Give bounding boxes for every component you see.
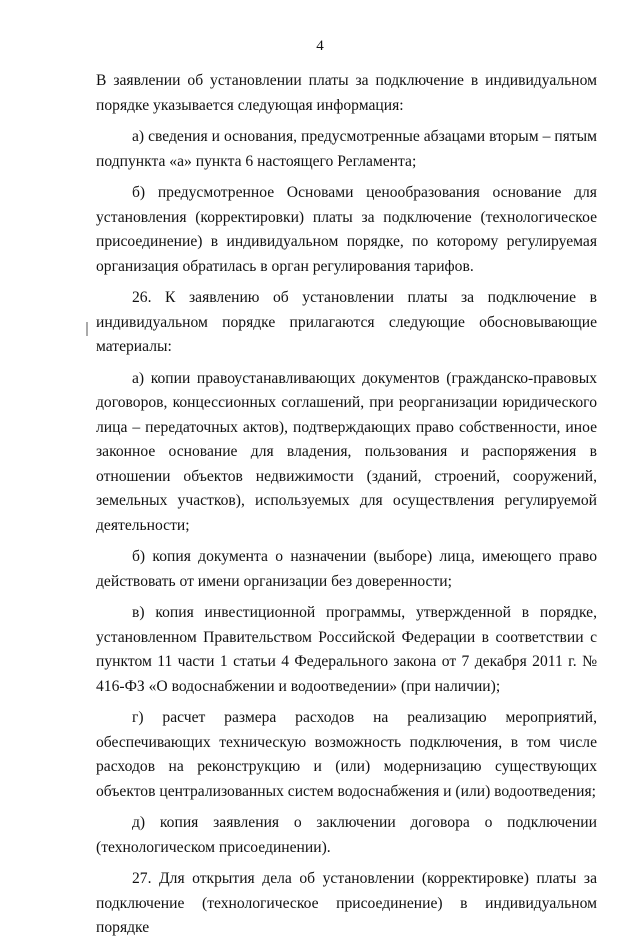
paragraph: д) копия заявления о заключении договора о подключении (технологическом присоединении). bbox=[96, 814, 597, 856]
paragraph: в) копия инвестиционной программы, утвержденной в порядке, установленном Правительством Российской Федерации в соответствии с пунктом 11 части 1 статьи 4 Федерального закона от 7 декабря 2011 г. № 416-ФЗ «О водоснабжении и водоотведении» (при наличии); bbox=[96, 604, 597, 695]
paragraph: 26. К заявлению об установлении платы за подключение в индивидуальном порядке прилагаются следующие обосновывающие материалы: bbox=[96, 289, 597, 355]
paragraph: а) сведения и основания, предусмотренные абзацами вторым – пятым подпункта «а» пункта 6 настоящего Регламента; bbox=[96, 128, 597, 170]
paragraph: В заявлении об установлении платы за подключение в индивидуальном порядке указывается следующая информация: bbox=[96, 72, 597, 114]
paragraph: г) расчет размера расходов на реализацию мероприятий, обеспечивающих техническую возможность подключения, в том числе расходов на реконструкцию и (или) модернизацию существующих объектов централизованных систем водоснабжения и (или) водоотведения; bbox=[96, 709, 597, 800]
paragraph: б) предусмотренное Основами ценообразования основание для установления (корректировки) платы за подключение (технологическое присоединение) в индивидуальном порядке, по которому регулируемая организация обратилась в орган регулирования тарифов. bbox=[96, 184, 597, 275]
document-body bbox=[96, 69, 597, 941]
paragraph: 27. Для открытия дела об установлении (корректировке) платы за подключение (технологическое присоединение) в индивидуальном порядке bbox=[96, 870, 597, 936]
margin-mark bbox=[86, 322, 88, 336]
page-number: 4 bbox=[316, 38, 324, 54]
paragraph: а) копии правоустанавливающих документов (гражданско-правовых договоров, концессионных соглашений, при реорганизации юридического лица – передаточных актов), подтверждающих право собственности, иное законное основание для владения, пользования и распоряжения в отношении объектов недвижимости (зданий, строений, сооружений, земельных участков), используемых для осуществления регулируемой деятельности; bbox=[96, 369, 597, 534]
paragraph: б) копия документа о назначении (выборе) лица, имеющего право действовать от имени организации без доверенности; bbox=[96, 548, 597, 590]
